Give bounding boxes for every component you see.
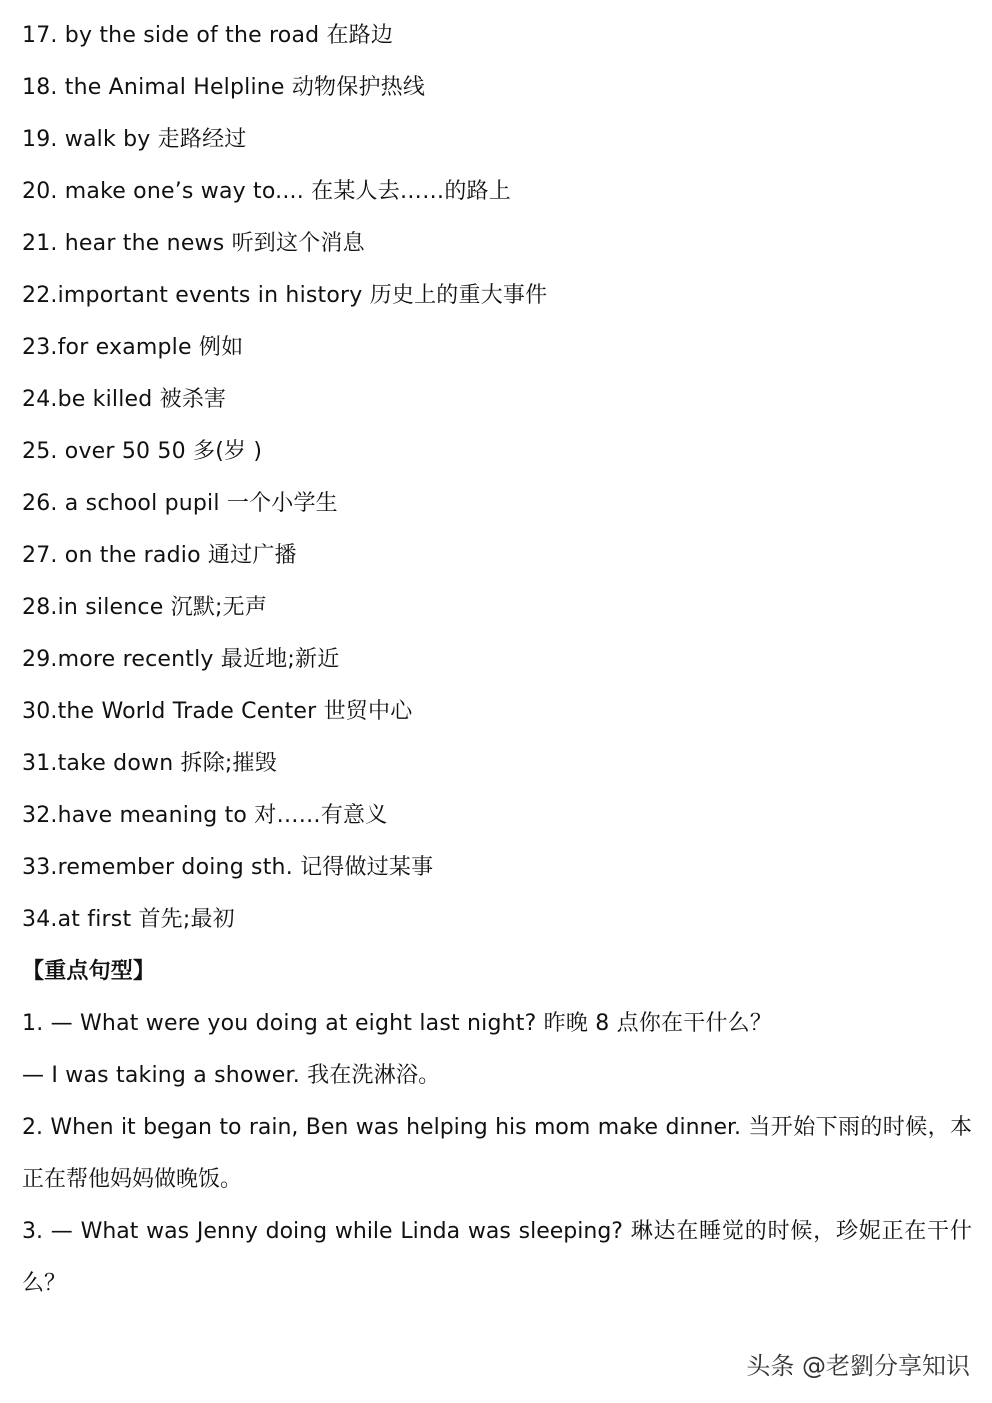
phrase-29: 29.more recently 最近地;新近 (22, 647, 340, 672)
phrase-26: 26. a school pupil 一个小学生 (22, 491, 338, 516)
phrase-24: 24.be killed 被杀害 (22, 387, 227, 412)
sentence-3: 3. — What was Jenny doing while Linda was sleeping? 琳达在睡觉的时候，珍妮正在干什么？ (22, 1219, 972, 1296)
sentence-1-question: 1. — What were you doing at eight last night? 昨晚 8 点你在干什么？ (22, 1011, 773, 1036)
phrase-21: 21. hear the news 听到这个消息 (22, 231, 365, 256)
phrase-23: 23.for example 例如 (22, 335, 244, 360)
phrase-27: 27. on the radio 通过广播 (22, 543, 297, 568)
section-heading: 【重点句型】 (22, 959, 156, 984)
phrase-30: 30.the World Trade Center 世贸中心 (22, 699, 413, 724)
phrase-25: 25. over 50 50 多(岁 ) (22, 439, 263, 464)
phrase-17: 17. by the side of the road 在路边 (22, 23, 394, 48)
phrase-33: 33.remember doing sth. 记得做过某事 (22, 855, 434, 880)
phrase-22: 22.important events in history 历史上的重大事件 (22, 283, 548, 308)
phrase-20: 20. make one’s way to.... 在某人去……的路上 (22, 179, 511, 204)
phrase-19: 19. walk by 走路经过 (22, 127, 247, 152)
watermark-text: 头条 @老劉分享知识 (746, 1352, 970, 1380)
sentence-2: 2. When it began to rain, Ben was helping his mom make dinner. 当开始下雨的时候，本正在帮他妈妈做晚饭。 (22, 1115, 972, 1192)
sentence-1-answer: — I was taking a shower. 我在洗淋浴。 (22, 1063, 441, 1088)
document-body (22, 10, 972, 1310)
phrase-34: 34.at first 首先;最初 (22, 907, 235, 932)
phrase-28: 28.in silence 沉默;无声 (22, 595, 268, 620)
phrase-18: 18. the Animal Helpline 动物保护热线 (22, 75, 426, 100)
phrase-32: 32.have meaning to 对……有意义 (22, 803, 388, 828)
phrase-31: 31.take down 拆除;摧毁 (22, 751, 277, 776)
